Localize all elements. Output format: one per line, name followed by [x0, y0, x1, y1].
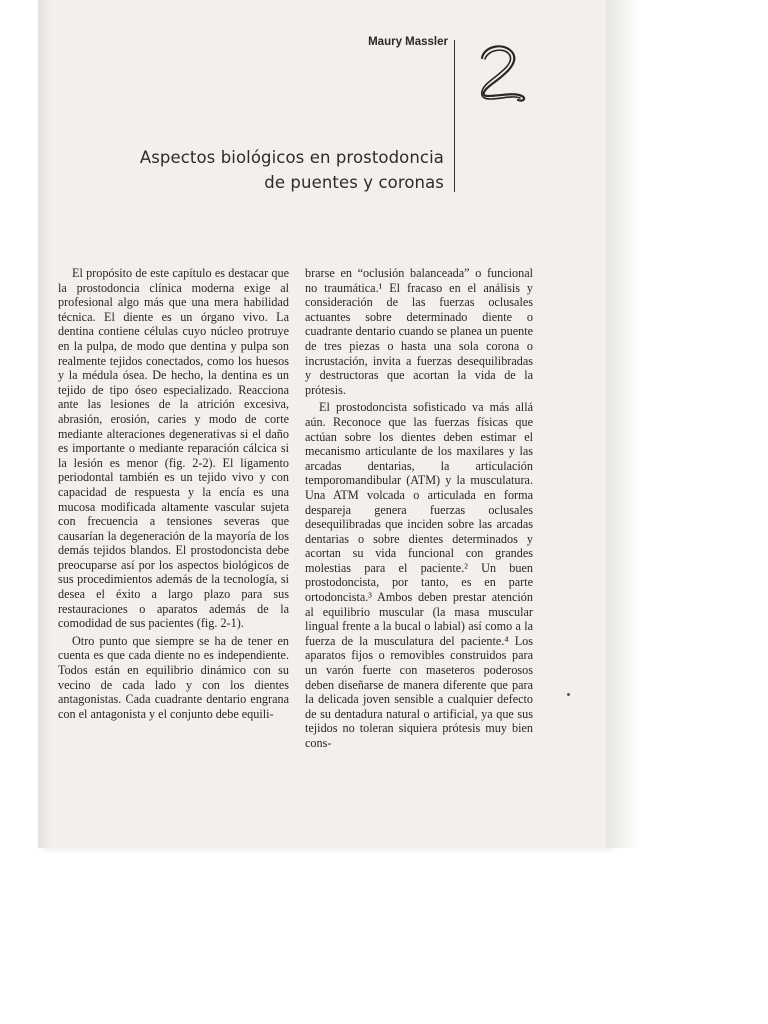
binding-shadow: [38, 0, 52, 848]
left-text-column: [58, 266, 289, 724]
chapter-title: [88, 145, 444, 195]
right-text-column: [305, 266, 533, 754]
author-name: Maury Massler: [368, 36, 448, 48]
scan-speck: [567, 693, 570, 696]
paragraph: El propósito de este capítulo es destacar que la prostodoncia clínica moderna exige al profesional algo más que una mera habilidad técnica. El diente es un órgano vivo. La dentina contiene células cuyo núcleo protruye en la pulpa, de modo que dentina y pulpa son realmente tejidos conectados, como los huesos y la médula ósea. De hecho, la dentina es un tejido de tipo óseo especializado. Reacciona ante las lesiones de la atrición excesiva, abrasión, erosión, caries y modo de corte mediante alteraciones degenerativas si el daño es importante o mediante reparación cálcica si la lesión es menor (fig. 2-2). El ligamento periodontal también es un tejido vivo y con capacidad de respuesta y la encía es una mucosa modificada altamente vascular sujeta con frecuencia a tensiones severas que causarían la degeneración de la mayoría de los demás tejidos blandos. El prostodoncista debe preocuparse así por los aspectos biológicos de sus procedimientos además de la tecnología, si desea el éxito a largo plazo para sus restauraciones o aparatos además de la comodidad de sus pacientes (fig. 2-1).: [58, 266, 289, 631]
svg-text:2: 2: [470, 40, 471, 41]
chapter-title-line-1: Aspectos biológicos en prostodoncia: [139, 148, 444, 167]
paragraph: El prostodoncista sofisticado va más allá aún. Reconoce que las fuerzas físicas que actúan sobre los dientes deben estimar el mecanismo articulante de los maxilares y las arcadas dentarias, la articulación temporomandibular (ATM) y la musculatura. Una ATM volcada o articulada en forma despareja genera fuerzas oclusales desequilibradas que inciden sobre las arcadas dentarias o sobre dientes determinados y acortan su vida funcional con grandes molestias para el paciente.² Un buen prostodoncista, por tanto, es en parte ortodoncista.³ Ambos deben prestar atención al equilibrio muscular (la masa muscular lingual frente a la bucal o labial) así como a la fuerza de la musculatura del paciente.⁴ Los aparatos fijos o removibles construidos para un varón fuerte con maseteros poderosos deben diseñarse de manera diferente que para la delicada joven sensible a cualquier defecto de su dentadura natural o artificial, ya que sus tejidos no toleran siquiera prótesis muy bien cons-: [305, 400, 533, 750]
chapter-title-line-2: de puentes y coronas: [264, 173, 444, 192]
paragraph: brarse en “oclusión balanceada” o funcional no traumática.¹ El fracaso en el análisis y consideración de las fuerzas oclusales actuantes sobre determinado diente o cuadrante dentario cuando se planea un puente de tres piezas o hasta una sola corona o incrustación, invita a fuerzas desequilibradas y destructoras que acortan la vida de la prótesis.: [305, 266, 533, 397]
page-edge: [606, 0, 640, 848]
chapter-number: [470, 40, 540, 104]
paragraph: Otro punto que siempre se ha de tener en cuenta es que cada diente no es independiente. Todos están en equilibrio dinámico con su vecino de cada lado y con los dientes antagonistas. Cada cuadrante dentario engrana con el antagonista y el conjunto debe equili-: [58, 633, 289, 721]
header-vertical-rule: [454, 40, 455, 192]
